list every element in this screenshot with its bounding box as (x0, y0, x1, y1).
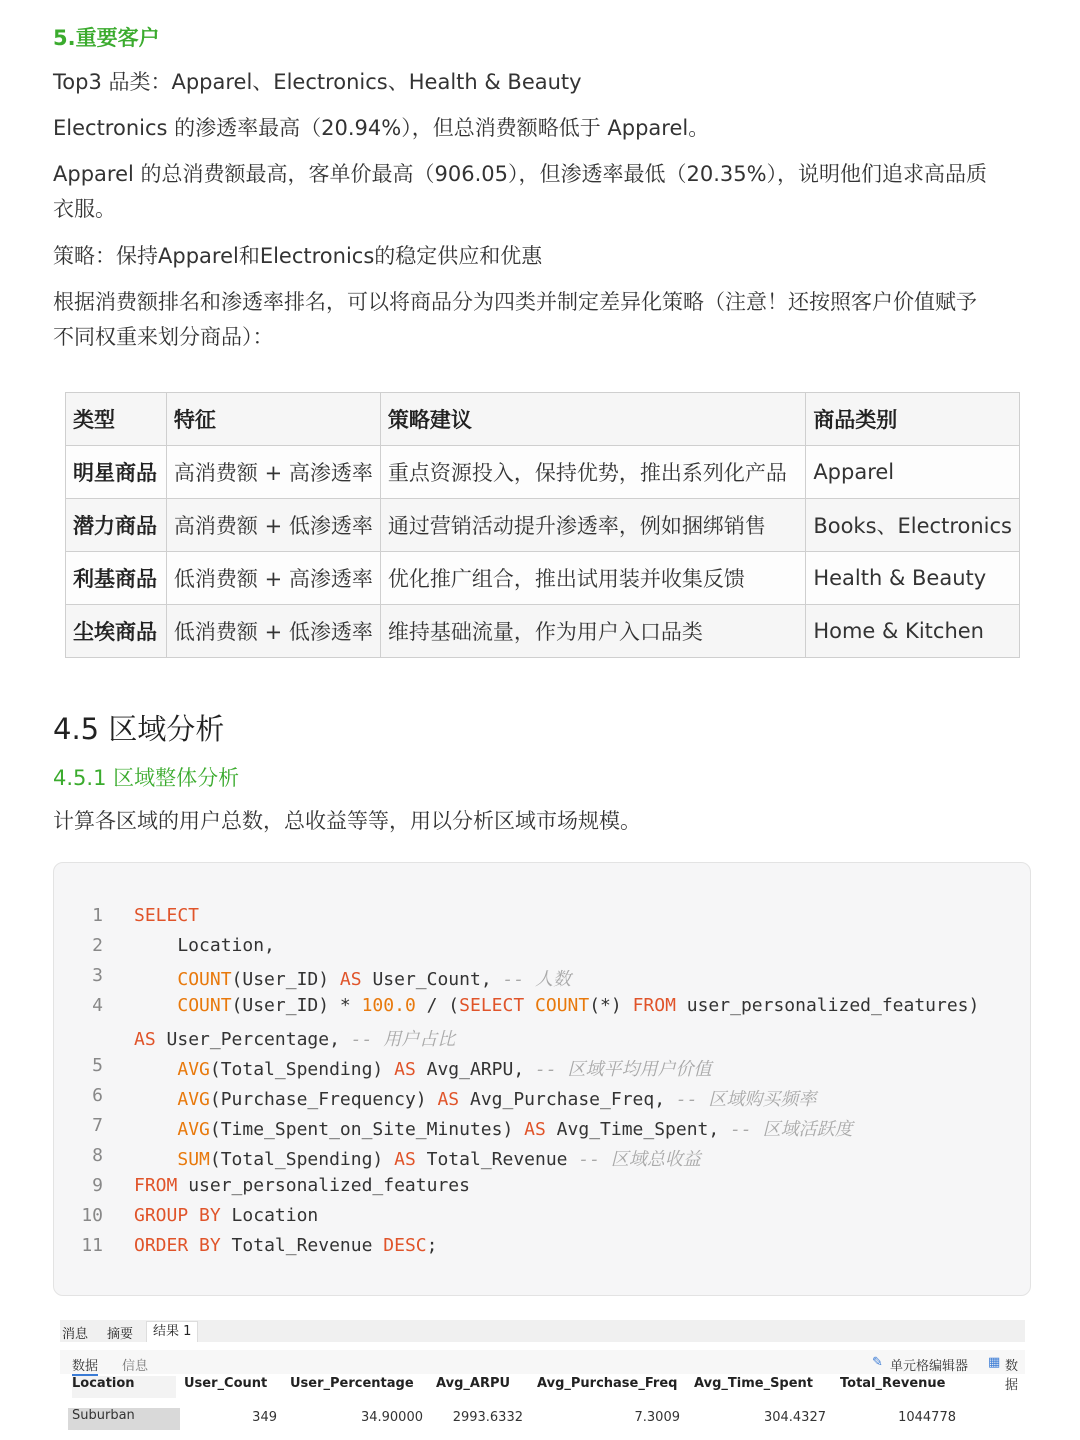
result-cell[interactable]: 34.90000 (360, 1410, 423, 1425)
subtab-data[interactable]: 数据 (72, 1355, 98, 1376)
paragraph-classify-line1: 根据消费额排名和渗透率排名，可以将商品分为四类并制定差异化策略（注意！还按照客户价值赋予 (53, 290, 977, 314)
code-line: SUM(Total_Spending) AS Total_Revenue -- 区域总收益 (177, 1149, 701, 1170)
code-line: FROM user_personalized_features (134, 1175, 470, 1196)
paragraph-classify-line2: 不同权重来划分商品）： (53, 325, 274, 349)
line-number: 3 (92, 965, 103, 986)
code-line: COUNT(User_ID) AS User_Count, -- 人数 (177, 969, 572, 990)
code-line: SELECT (134, 905, 200, 926)
result-cell[interactable]: 2993.6332 (452, 1410, 523, 1425)
table-cell: 利基商品 (66, 552, 167, 605)
result-cell[interactable]: 7.3009 (634, 1410, 680, 1425)
section-heading-region-analysis: 4.5 区域分析 (53, 712, 225, 746)
line-number: 10 (81, 1205, 103, 1226)
subtab-info[interactable]: 信息 (122, 1359, 149, 1374)
result-cell[interactable]: 1044778 (898, 1410, 956, 1425)
section-heading-important-customers: 5.重要客户 (53, 26, 160, 50)
tab-result-1[interactable]: 结果 1 (146, 1321, 198, 1342)
table-row (66, 446, 1020, 499)
column-header[interactable]: Avg_Time_Spent (694, 1376, 814, 1391)
column-header[interactable]: Total_Revenue (840, 1376, 946, 1391)
column-header[interactable]: User_Count (184, 1376, 268, 1391)
line-number: 4 (92, 995, 103, 1016)
code-line: GROUP BY Location (134, 1205, 319, 1226)
tab-summary[interactable]: 摘要 (107, 1327, 134, 1342)
line-number: 11 (81, 1235, 103, 1256)
tab-messages[interactable]: 消息 (62, 1327, 89, 1342)
column-header[interactable]: Avg_Purchase_Freq (537, 1376, 678, 1391)
result-tab-bar (60, 1320, 1025, 1342)
code-line: ORDER BY Total_Revenue DESC; (134, 1235, 438, 1256)
table-cell: 通过营销活动提升渗透率，例如捆绑销售 (380, 499, 805, 552)
paragraph-top3: Top3 品类：Apparel、Electronics、Health & Beauty (53, 70, 582, 94)
table-cell: Health & Beauty (806, 552, 1020, 605)
table-cell: 明星商品 (66, 446, 167, 499)
table-cell: 重点资源投入，保持优势，推出系列化产品 (380, 446, 805, 499)
code-line: AVG(Time_Spent_on_Site_Minutes) AS Avg_Time_Spent, -- 区域活跃度 (177, 1119, 853, 1140)
table-cell: 尘埃商品 (66, 605, 167, 658)
table-header-cell: 类型 (66, 393, 167, 446)
line-number: 5 (92, 1055, 103, 1076)
line-number: 1 (92, 905, 103, 926)
paragraph-electronics: Electronics 的渗透率最高（20.94%），但总消费额略低于 Apparel。 (53, 116, 710, 140)
line-number: 9 (92, 1175, 103, 1196)
data-button[interactable]: 数据 (1005, 1359, 1019, 1393)
table-header-cell: 策略建议 (380, 393, 805, 446)
code-line: AVG(Total_Spending) AS Avg_ARPU, -- 区域平均用户价值 (177, 1059, 712, 1080)
paragraph-region-desc: 计算各区域的用户总数，总收益等等，用以分析区域市场规模。 (53, 809, 641, 833)
line-number: 7 (92, 1115, 103, 1136)
table-cell: 低消费额 + 低渗透率 (166, 605, 380, 658)
result-cell-location[interactable]: Suburban (68, 1408, 180, 1430)
sql-code-block (53, 862, 1031, 1296)
table-cell: 维持基础流量，作为用户入口品类 (380, 605, 805, 658)
cell-editor-button[interactable]: 单元格编辑器 (890, 1359, 969, 1374)
query-result-panel (60, 1320, 1025, 1440)
result-cell[interactable]: 304.4327 (763, 1410, 826, 1425)
data-icon: ▦ (988, 1355, 1001, 1370)
line-number: 8 (92, 1145, 103, 1166)
code-line: COUNT(User_ID) * 100.0 / (SELECT COUNT(*) FROM user_personalized_features) (177, 995, 980, 1016)
table-cell: 高消费额 + 高渗透率 (166, 446, 380, 499)
table-row (66, 552, 1020, 605)
result-cell[interactable]: 349 (252, 1410, 277, 1425)
table-cell: Books、Electronics (806, 499, 1020, 552)
table-cell: 优化推广组合，推出试用装并收集反馈 (380, 552, 805, 605)
table-cell: Home & Kitchen (806, 605, 1020, 658)
table-header-cell: 商品类别 (806, 393, 1020, 446)
table-cell: 潜力商品 (66, 499, 167, 552)
paragraph-strategy: 策略：保持Apparel和Electronics的稳定供应和优惠 (53, 244, 543, 268)
table-row (66, 499, 1020, 552)
table-cell: Apparel (806, 446, 1020, 499)
column-header[interactable]: Location (72, 1376, 176, 1398)
line-number: 2 (92, 935, 103, 956)
table-header-cell: 特征 (166, 393, 380, 446)
edit-icon: ✎ (872, 1355, 883, 1370)
code-line: Location, (134, 935, 275, 956)
column-header[interactable]: User_Percentage (290, 1376, 414, 1391)
table-header-row (66, 393, 1020, 446)
table-cell: 高消费额 + 低渗透率 (166, 499, 380, 552)
table-row (66, 605, 1020, 658)
paragraph-apparel-line1: Apparel 的总消费额最高，客单价最高（906.05），但渗透率最低（20.35%），说明他们追求高品质 (53, 162, 988, 186)
paragraph-apparel-line2: 衣服。 (53, 197, 116, 221)
line-number: 6 (92, 1085, 103, 1106)
column-header[interactable]: Avg_ARPU (436, 1376, 511, 1391)
code-line: AVG(Purchase_Frequency) AS Avg_Purchase_Freq, -- 区域购买频率 (177, 1089, 817, 1110)
subsection-heading-region-overall: 4.5.1 区域整体分析 (53, 766, 240, 790)
table-cell: 低消费额 + 高渗透率 (166, 552, 380, 605)
code-line: AS User_Percentage, -- 用户占比 (134, 1029, 456, 1050)
product-category-table (65, 392, 1020, 658)
